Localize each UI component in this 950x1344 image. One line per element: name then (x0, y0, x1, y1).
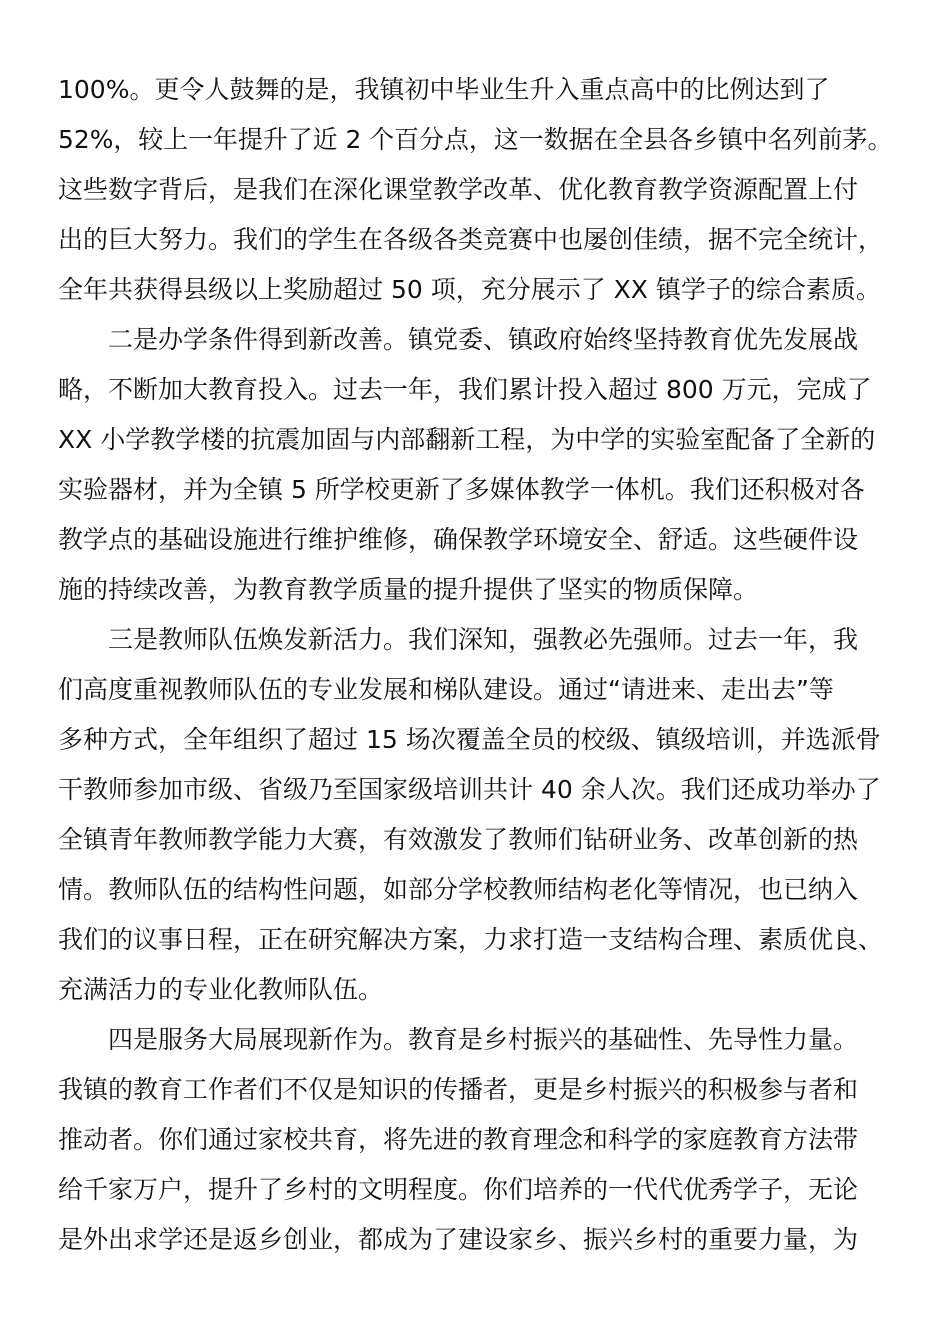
text-line: XX 小学教学楼的抗震加固与内部翻新工程，为中学的实验室配备了全新的 (58, 425, 876, 454)
text-line: 100%。更令人鼓舞的是，我镇初中毕业生升入重点高中的比例达到了 (58, 75, 830, 104)
text-line: 多种方式，全年组织了超过 15 场次覆盖全员的校级、镇级培训，并选派骨 (58, 725, 881, 754)
paragraph-start-line: 二是办学条件得到新改善。镇党委、镇政府始终坚持教育优先发展战 (108, 325, 859, 354)
paragraph-start-line: 四是服务大局展现新作为。教育是乡村振兴的基础性、先导性力量。 (108, 1025, 859, 1054)
text-line: 出的巨大努力。我们的学生在各级各类竞赛中也屡创佳绩，据不完全统计， (58, 225, 884, 254)
text-line: 我镇的教育工作者们不仅是知识的传播者，更是乡村振兴的积极参与者和 (58, 1075, 859, 1104)
text-line: 全镇青年教师教学能力大赛，有效激发了教师们钻研业务、改革创新的热 (58, 825, 859, 854)
paragraph-start-line: 三是教师队伍焕发新活力。我们深知，强教必先强师。过去一年，我 (108, 625, 859, 654)
text-line: 充满活力的专业化教师队伍。 (58, 975, 384, 1004)
text-line: 情。教师队伍的结构性问题，如部分学校教师结构老化等情况，也已纳入 (58, 875, 859, 904)
text-line: 推动者。你们通过家校共育，将先进的教育理念和科学的家庭教育方法带 (58, 1125, 859, 1154)
text-line: 这些数字背后，是我们在深化课堂教学改革、优化教育教学资源配置上付 (58, 175, 859, 204)
text-line: 52%，较上一年提升了近 2 个百分点，这一数据在全县各乡镇中名列前茅。 (58, 125, 893, 154)
text-line: 教学点的基础设施进行维护维修，确保教学环境安全、舒适。这些硬件设 (58, 525, 859, 554)
text-line: 实验器材，并为全镇 5 所学校更新了多媒体教学一体机。我们还积极对各 (58, 475, 865, 504)
text-line: 们高度重视教师队伍的专业发展和梯队建设。通过“请进来、走出去”等 (58, 675, 834, 704)
text-line: 施的持续改善，为教育教学质量的提升提供了坚实的物质保障。 (58, 575, 759, 604)
text-line: 全年共获得县级以上奖励超过 50 项，充分展示了 XX 镇学子的综合素质。 (58, 275, 881, 304)
text-line: 略，不断加大教育投入。过去一年，我们累计投入超过 800 万元，完成了 (58, 375, 872, 404)
text-line: 干教师参加市级、省级乃至国家级培训共计 40 余人次。我们还成功举办了 (58, 775, 881, 804)
text-line: 是外出求学还是返乡创业，都成为了建设家乡、振兴乡村的重要力量，为 (58, 1225, 859, 1254)
text-line: 给千家万户，提升了乡村的文明程度。你们培养的一代代优秀学子，无论 (58, 1175, 859, 1204)
text-line: 我们的议事日程，正在研究解决方案，力求打造一支结构合理、素质优良、 (58, 925, 884, 954)
